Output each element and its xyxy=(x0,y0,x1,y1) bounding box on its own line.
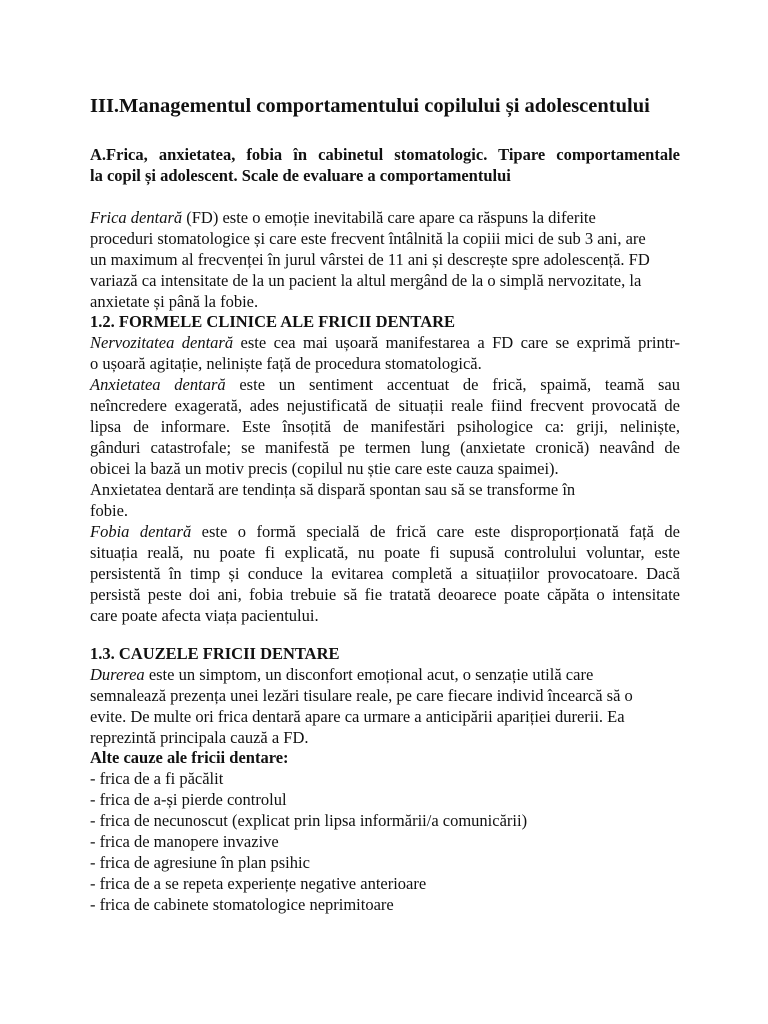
term-nervozitatea-dentara: Nervozitatea dentară xyxy=(90,333,234,352)
fobia-line-1 xyxy=(90,521,680,542)
anxietatea-line-1 xyxy=(90,374,680,395)
cause-item: - frica de cabinete stomatologice neprimitoare xyxy=(90,895,394,914)
term-frica-dentara: Frica dentară xyxy=(90,208,183,227)
fobia-line-4: persistă peste doi ani, fobia trebuie să fie tratată deoarece poate căpăta o intensitate xyxy=(90,585,680,604)
cause-item: - frica de a se repeta experiențe negative anterioare xyxy=(90,874,427,893)
durerea-line-2: semnalează prezența unei lezări tisulare reale, pe care fiecare individ încearcă să o xyxy=(90,686,633,705)
cause-item: - frica de a fi păcălit xyxy=(90,769,224,788)
section-1-2-heading: 1.2. FORMELE CLINICE ALE FRICII DENTARE xyxy=(90,312,456,331)
nervozitatea-line-1-text: este cea mai ușoară manifestarea a FD care se exprimă printr- xyxy=(233,333,680,352)
section-1-3-heading: 1.3. CAUZELE FRICII DENTARE xyxy=(90,644,340,663)
anxietatea-line-4: gânduri catastrofale; se manifestă pe termen lung (anxietate cronică) neavând de xyxy=(90,438,680,457)
intro-line-4: variază ca intensitate de la un pacient la altul mergând de la o simplă nervozitate, la xyxy=(90,271,642,290)
nervozitatea-line-2: o ușoară agitație, neliniște față de procedura stomatologică. xyxy=(90,354,482,373)
intro-line-1-text: (FD) este o emoție inevitabilă care apare ca răspuns la diferite xyxy=(182,208,596,227)
intro-line-5: anxietate și până la fobie. xyxy=(90,292,259,311)
anxietatea-line-3: lipsa de informare. Este însoțită de manifestări psihologice ca: griji, neliniște, xyxy=(90,417,680,436)
fobia-line-2: situația reală, nu poate fi explicată, nu poate fi supusă controlului voluntar, este xyxy=(90,543,680,562)
term-anxietatea-dentara: Anxietatea dentară xyxy=(90,375,226,394)
page-title: III.Managementul comportamentului copilului și adolescentului xyxy=(90,95,650,117)
other-causes-heading: Alte cauze ale fricii dentare: xyxy=(90,748,289,767)
anxietatea-line-2: neîncredere exagerată, ades nejustificată de situații reale fiind frecvent provocată de xyxy=(90,396,680,415)
intro-line-2: proceduri stomatologice și care este frecvent întâlnită la copiii mici de sub 3 ani, are xyxy=(90,229,646,248)
durerea-line-1 xyxy=(90,664,680,685)
durerea-line-1-text: este un simptom, un disconfort emoțional acut, o senzație utilă care xyxy=(144,665,594,684)
fobia-line-1-text: este o formă specială de frică care este disproporționată față de xyxy=(191,522,680,541)
intro-line-1 xyxy=(90,207,680,228)
term-durerea: Durerea xyxy=(90,665,145,684)
anxietatea-line-1-text: este un sentiment accentuat de frică, spaimă, teamă sau xyxy=(225,375,680,394)
term-fobia-dentara: Fobia dentară xyxy=(90,522,192,541)
anxietatea-line-7: fobie. xyxy=(90,501,129,520)
anxietatea-line-6: Anxietatea dentară are tendința să dispară spontan sau să se transforme în xyxy=(90,480,576,499)
subtitle-line-1: A.Frica, anxietatea, fobia în cabinetul stomatologic. Tipare comportamentale xyxy=(90,145,680,164)
fobia-line-5: care poate afecta viața pacientului. xyxy=(90,606,319,625)
subtitle-line-2: la copil și adolescent. Scale de evaluare a comportamentului xyxy=(90,166,511,185)
cause-item: - frica de manopere invazive xyxy=(90,832,279,851)
durerea-line-4: reprezintă principala cauză a FD. xyxy=(90,728,309,747)
cause-item: - frica de necunoscut (explicat prin lipsa informării/a comunicării) xyxy=(90,811,528,830)
cause-item: - frica de a-și pierde controlul xyxy=(90,790,287,809)
nervozitatea-line-1 xyxy=(90,332,680,353)
anxietatea-line-5: obicei la bază un motiv precis (copilul nu știe care este cauza spaimei). xyxy=(90,459,559,478)
fobia-line-3: persistentă în timp și conduce la evitarea completă a situațiilor provocatoare. Dacă xyxy=(90,564,680,583)
durerea-line-3: evite. De multe ori frica dentară apare ca urmare a anticipării apariției durerii. Ea xyxy=(90,707,625,726)
cause-item: - frica de agresiune în plan psihic xyxy=(90,853,310,872)
intro-line-3: un maximum al frecvenței în jurul vârstei de 11 ani și descrește spre adolescență. FD xyxy=(90,250,650,269)
